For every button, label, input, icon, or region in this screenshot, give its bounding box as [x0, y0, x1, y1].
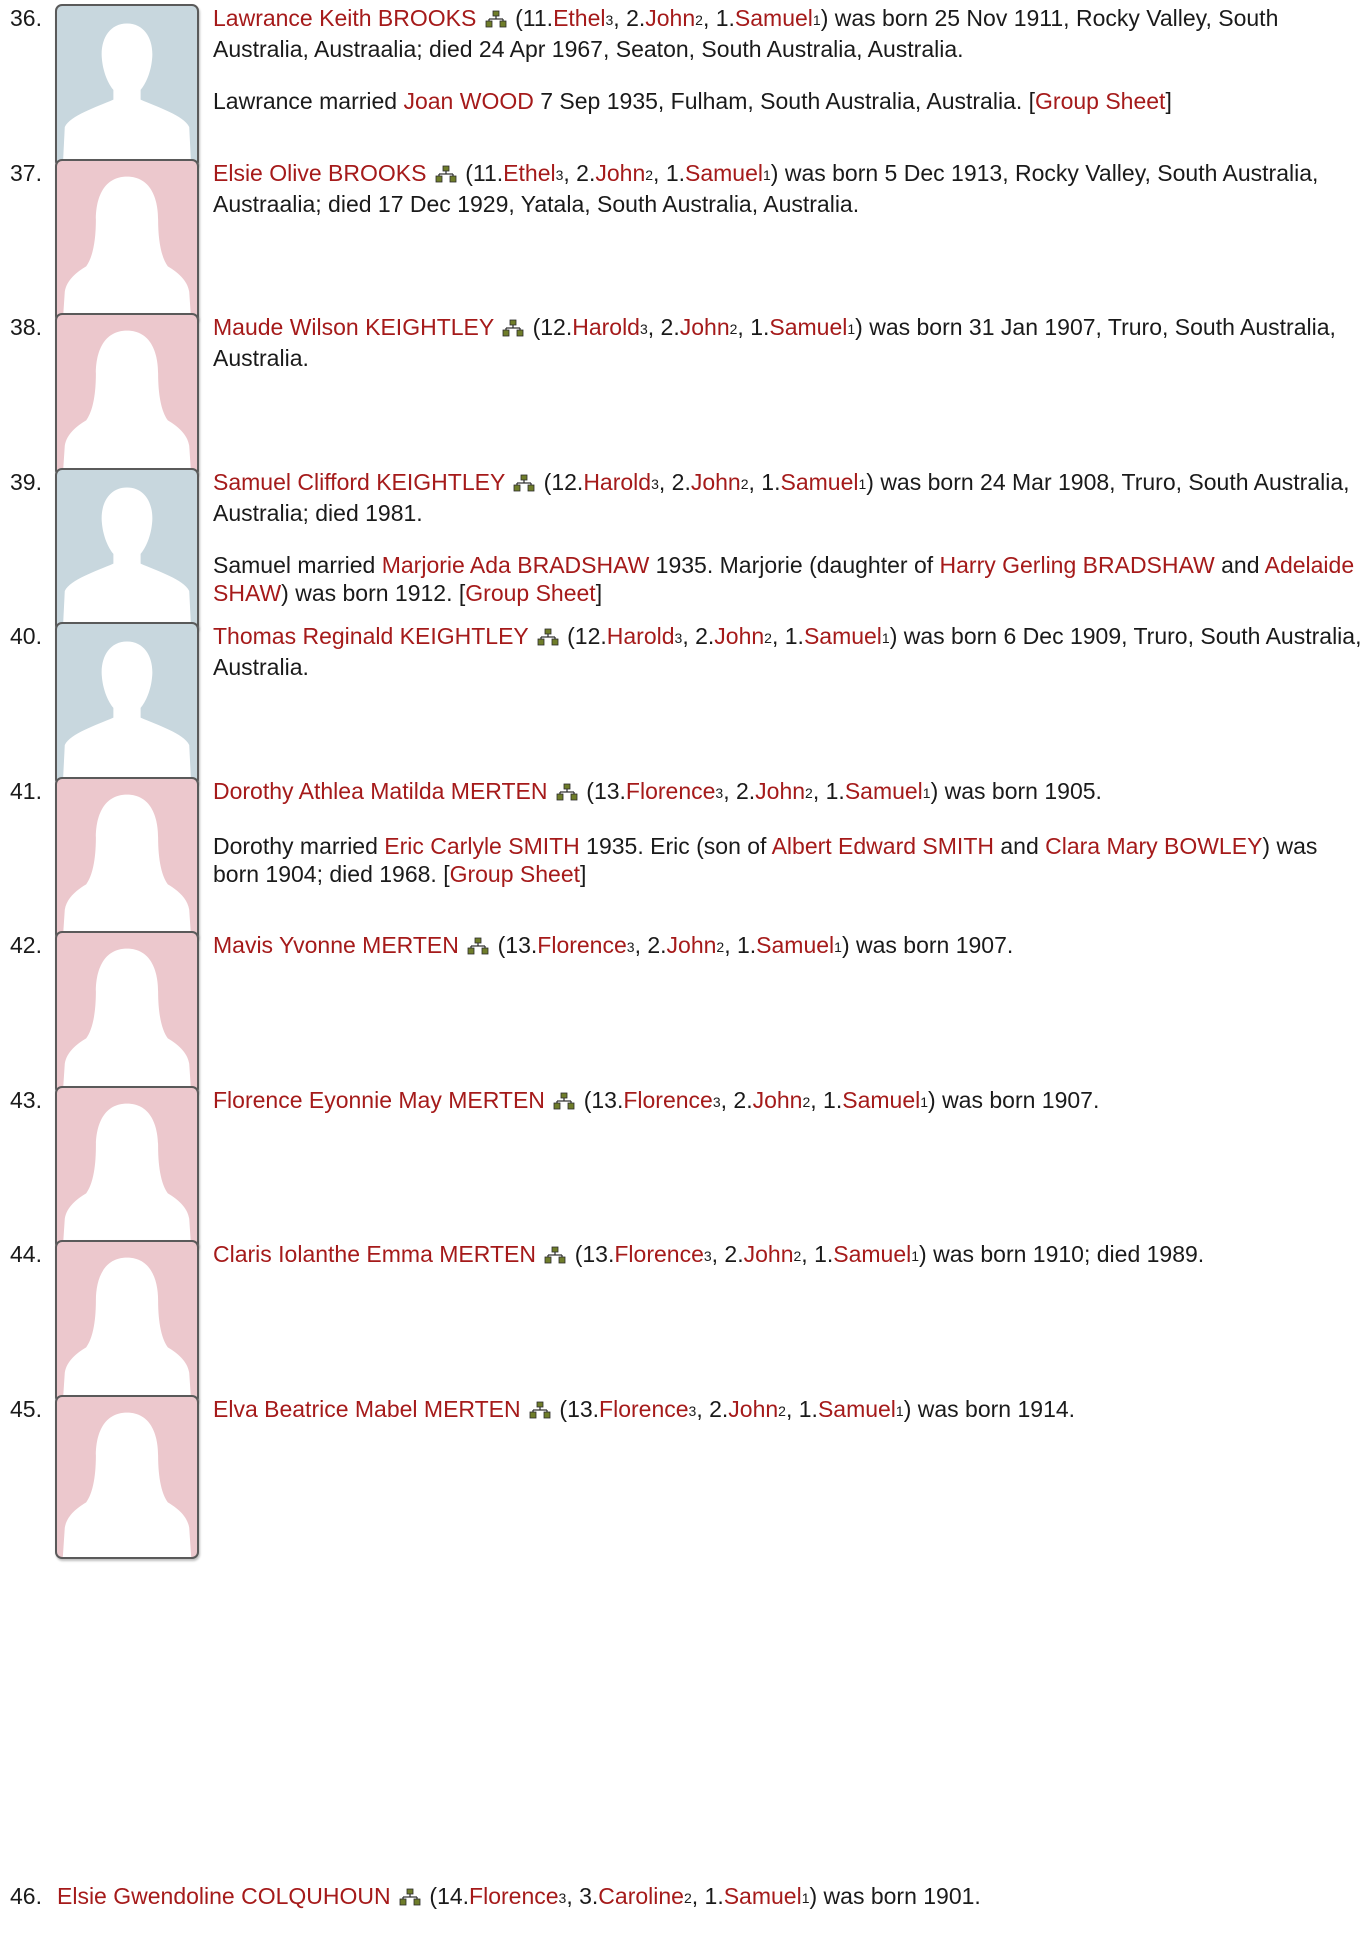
person-link[interactable]: Harold [572, 314, 640, 340]
person-link[interactable]: Caroline [598, 1883, 684, 1909]
person-link[interactable]: Samuel [833, 1241, 912, 1267]
birth-info: Elva Beatrice Mabel MERTEN (13.Florence$^3$, 2.John$^2$, 1.Samuel$^1$) was born 1914. [213, 1396, 1076, 1422]
person-link[interactable]: Samuel [780, 469, 859, 495]
person-link[interactable]: Samuel [685, 160, 763, 186]
entry-text [57, 1882, 1207, 1913]
person-link[interactable]: Florence [614, 1241, 704, 1267]
generation-number: 3 [626, 939, 635, 955]
person-link[interactable]: Samuel [734, 5, 813, 31]
female-placeholder-photo[interactable] [55, 1395, 199, 1559]
generation-number: 1 [834, 939, 842, 955]
family-tree-icon[interactable] [399, 1884, 421, 1902]
female-placeholder-photo[interactable] [55, 313, 199, 477]
person-link[interactable]: Ethel [553, 5, 606, 31]
female-placeholder-photo[interactable] [55, 1086, 199, 1250]
entry-text [213, 931, 1363, 962]
person-link[interactable]: Lawrance Keith BROOKS [213, 5, 477, 31]
group-sheet-link[interactable]: Group Sheet [1035, 88, 1166, 114]
generation-number: 2 [740, 476, 749, 492]
generation-number: 2 [793, 1248, 802, 1264]
family-tree-icon[interactable] [467, 933, 489, 951]
generation-number: 3 [558, 1890, 567, 1906]
entry-number: 41. [10, 778, 42, 804]
person-link[interactable]: John [743, 1241, 794, 1267]
family-tree-icon[interactable] [553, 1088, 575, 1106]
person-link[interactable]: Samuel [844, 778, 923, 804]
generation-number: 3 [555, 167, 564, 183]
person-link[interactable]: Florence [625, 778, 716, 804]
person-link[interactable]: Harold [583, 469, 652, 495]
generation-number: 2 [802, 1094, 811, 1110]
family-tree-icon[interactable] [485, 6, 507, 24]
birth-info: Thomas Reginald KEIGHTLEY (12.Harold$^3$, 2.John$^2$, 1.Samuel$^1$) was born 6 Dec 1909, Truro, South Australia, Australia. [213, 623, 1362, 680]
female-placeholder-photo[interactable] [55, 159, 199, 323]
family-tree-icon[interactable] [502, 315, 524, 333]
person-link[interactable]: Samuel [817, 1396, 896, 1422]
person-link[interactable]: John [595, 160, 646, 186]
family-tree-icon[interactable] [435, 161, 457, 179]
person-link[interactable]: Maude Wilson KEIGHTLEY [213, 314, 494, 340]
family-tree-icon[interactable] [529, 1397, 551, 1415]
person-link[interactable]: Albert Edward SMITH [771, 833, 994, 859]
generation-number: 3 [605, 12, 614, 28]
entry-number: 42. [10, 932, 42, 958]
generation-number: 1 [847, 321, 856, 337]
person-link[interactable]: Samuel Clifford KEIGHTLEY [213, 469, 505, 495]
generation-number: 1 [858, 476, 867, 492]
person-link[interactable]: Ethel [503, 160, 556, 186]
person-link[interactable]: Samuel [723, 1883, 802, 1909]
person-link[interactable]: John [666, 932, 717, 958]
entry-number: 37. [10, 160, 42, 186]
birth-info: Lawrance Keith BROOKS (11.Ethel$^3$, 2.John$^2$, 1.Samuel$^1$) was born 25 Nov 1911, Rocky Valley, South Australia, Austraalia; died 24 Apr 1967, Seaton, South Australia, Australia. [213, 5, 1279, 62]
person-link[interactable]: Dorothy Athlea Matilda MERTEN [213, 778, 548, 804]
entry-number: 43. [10, 1087, 42, 1113]
birth-info: Maude Wilson KEIGHTLEY (12.Harold$^3$, 2.John$^2$, 1.Samuel$^1$) was born 31 Jan 1907, Truro, South Australia, Australia. [213, 314, 1336, 371]
entry-text [213, 159, 1363, 218]
entry-text [213, 313, 1363, 372]
person-link[interactable]: Elsie Olive BROOKS [213, 160, 427, 186]
generation-number: 3 [674, 630, 683, 646]
generation-number: 3 [651, 476, 659, 492]
birth-info: Mavis Yvonne MERTEN (13.Florence$^3$, 2.John$^2$, 1.Samuel$^1$) was born 1907. [213, 932, 1014, 958]
person-link[interactable]: John [752, 1087, 803, 1113]
person-link[interactable]: John [755, 778, 806, 804]
generation-number: 2 [716, 939, 725, 955]
marriage-info: Lawrance married Joan WOOD 7 Sep 1935, Fulham, South Australia, Australia. [Group Sheet] [213, 88, 1172, 114]
group-sheet-link[interactable]: Group Sheet [449, 861, 581, 887]
generation-number: 2 [729, 321, 738, 337]
entry-number: 45. [10, 1396, 42, 1422]
generation-number: 2 [805, 785, 813, 801]
person-link[interactable]: Harold [606, 623, 675, 649]
generation-number: 3 [639, 321, 648, 337]
person-link[interactable]: Joan WOOD [403, 88, 534, 114]
generation-number: 3 [703, 1248, 712, 1264]
male-placeholder-photo[interactable] [55, 4, 199, 168]
generation-number: 2 [695, 12, 703, 28]
person-link[interactable]: John [690, 469, 741, 495]
birth-info: Elsie Olive BROOKS (11.Ethel$^3$, 2.John$^2$, 1.Samuel$^1$) was born 5 Dec 1913, Rocky Valley, South Australia, Austraalia; died 17 Dec 1929, Yatala, South Australia, Australia. [213, 160, 1319, 217]
birth-info: Claris Iolanthe Emma MERTEN (13.Florence$^3$, 2.John$^2$, 1.Samuel$^1$) was born 1910; died 1989. [213, 1241, 1205, 1267]
person-link[interactable]: Samuel [842, 1087, 921, 1113]
entry-number: 39. [10, 469, 42, 495]
person-link[interactable]: Marjorie Ada BRADSHAW [381, 552, 650, 578]
generation-number: 1 [881, 630, 890, 646]
generation-number: 2 [764, 630, 772, 646]
entry-number: 40. [10, 623, 42, 649]
male-placeholder-photo[interactable] [55, 468, 199, 632]
person-link[interactable]: Eric Carlyle SMITH [384, 833, 580, 859]
generation-number: 1 [812, 12, 821, 28]
person-link[interactable]: Samuel [769, 314, 848, 340]
person-link[interactable]: Elva Beatrice Mabel MERTEN [213, 1396, 521, 1422]
male-placeholder-photo[interactable] [55, 622, 199, 786]
family-tree-icon[interactable] [537, 624, 559, 642]
entry-number: 44. [10, 1241, 42, 1267]
generation-number: 2 [683, 1890, 692, 1906]
female-placeholder-photo[interactable] [55, 777, 199, 941]
marriage-info: Samuel married Marjorie Ada BRADSHAW 1935. Marjorie (daughter of Harry Gerling BRADSHAW and Adelaide SHAW) was born 1912. [Group Sheet] [213, 552, 1355, 606]
family-tree-icon[interactable] [544, 1242, 566, 1260]
generation-number: 1 [763, 167, 771, 183]
person-link[interactable]: Florence Eyonnie May MERTEN [213, 1087, 545, 1113]
person-link[interactable]: Florence [537, 932, 627, 958]
generation-number: 1 [895, 1403, 904, 1419]
generation-number: 1 [911, 1248, 920, 1264]
marriage-info: Dorothy married Eric Carlyle SMITH 1935. Eric (son of Albert Edward SMITH and Clara Mary BOWLEY) was born 1904; died 1968. [Group Sheet] [213, 833, 1318, 887]
person-link[interactable]: Claris Iolanthe Emma MERTEN [213, 1241, 536, 1267]
female-placeholder-photo[interactable] [55, 1240, 199, 1404]
female-placeholder-photo[interactable] [55, 931, 199, 1095]
person-link[interactable]: John [645, 5, 696, 31]
entry-text [213, 1240, 1363, 1271]
person-link[interactable]: Adelaide SHAW [213, 552, 1355, 606]
entry-text [213, 777, 1363, 888]
person-link[interactable]: John [714, 623, 765, 649]
person-link[interactable]: Samuel [756, 932, 835, 958]
entry-text [213, 1395, 1363, 1426]
person-link[interactable]: Florence [623, 1087, 713, 1113]
person-link[interactable]: Florence [469, 1883, 559, 1909]
birth-info: Elsie Gwendoline COLQUHOUN (14.Florence$^3$, 3.Caroline$^2$, 1.Samuel$^1$) was born 1901. [57, 1883, 981, 1909]
generation-number: 2 [645, 167, 654, 183]
entry-text [213, 468, 1363, 607]
person-link[interactable]: Elsie Gwendoline COLQUHOUN [57, 1883, 391, 1909]
person-link[interactable]: Florence [599, 1396, 689, 1422]
person-link[interactable]: John [679, 314, 730, 340]
generation-number: 1 [801, 1890, 810, 1906]
generation-number: 1 [922, 785, 931, 801]
person-link[interactable]: Mavis Yvonne MERTEN [213, 932, 459, 958]
entry-number: 36. [10, 5, 42, 31]
person-link[interactable]: Samuel [803, 623, 882, 649]
family-tree-icon[interactable] [556, 779, 578, 797]
person-link[interactable]: John [728, 1396, 779, 1422]
generation-number: 2 [778, 1403, 786, 1419]
entry-text [213, 622, 1363, 681]
entry-number: 46. [10, 1883, 42, 1909]
group-sheet-link[interactable]: Group Sheet [465, 580, 596, 606]
generation-number: 1 [920, 1094, 929, 1110]
person-link[interactable]: Clara Mary BOWLEY [1045, 833, 1263, 859]
generation-number: 3 [688, 1403, 697, 1419]
generation-number: 3 [712, 1094, 721, 1110]
entry-text [213, 4, 1363, 115]
entry-number: 38. [10, 314, 42, 340]
birth-info: Florence Eyonnie May MERTEN (13.Florence$^3$, 2.John$^2$, 1.Samuel$^1$) was born 1907. [213, 1087, 1100, 1113]
birth-info: Dorothy Athlea Matilda MERTEN (13.Florence$^3$, 2.John$^2$, 1.Samuel$^1$) was born 1905. [213, 778, 1102, 804]
person-link[interactable]: Thomas Reginald KEIGHTLEY [213, 623, 529, 649]
family-tree-icon[interactable] [513, 470, 535, 488]
entry-text [213, 1086, 1363, 1117]
generation-number: 3 [715, 785, 724, 801]
birth-info: Samuel Clifford KEIGHTLEY (12.Harold$^3$, 2.John$^2$, 1.Samuel$^1$) was born 24 Mar 1908, Truro, South Australia, Australia; died 1981. [213, 469, 1350, 526]
person-link[interactable]: Harry Gerling BRADSHAW [939, 552, 1215, 578]
